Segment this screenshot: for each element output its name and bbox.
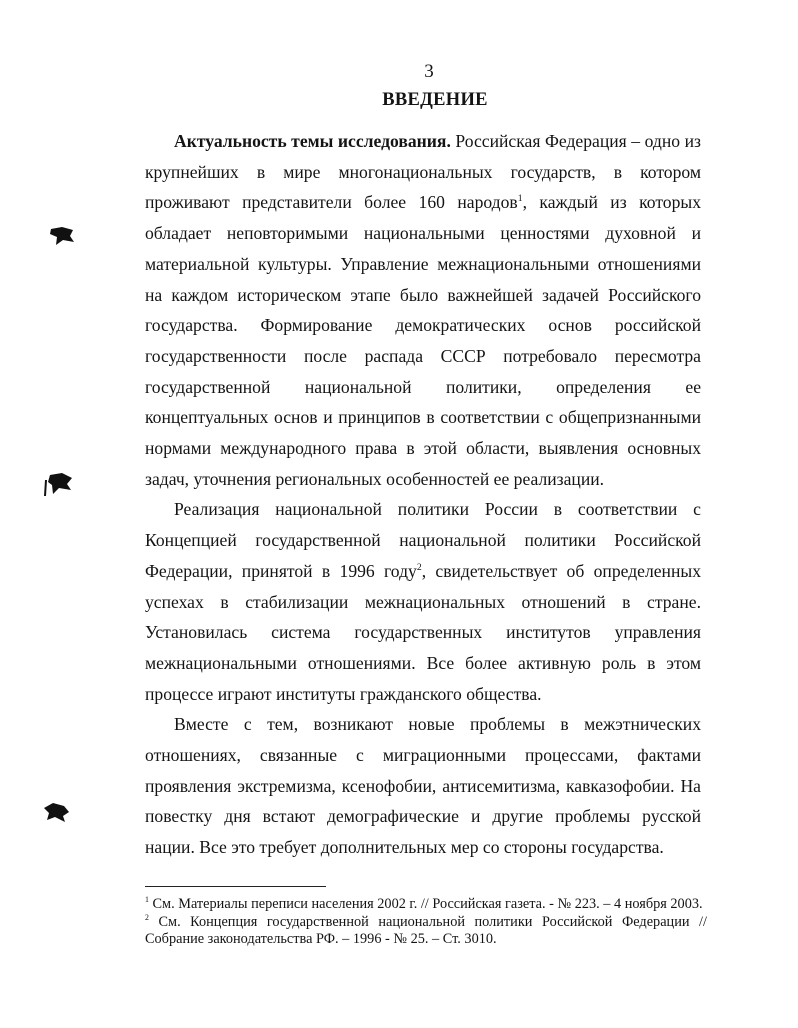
- paragraph-policy: [145, 494, 701, 709]
- footnote-ref: 1: [517, 193, 523, 205]
- main-text: [145, 126, 701, 863]
- footnote-divider: [145, 886, 326, 887]
- paragraph-relevance: [145, 126, 701, 494]
- scan-mark-icon: [40, 800, 72, 824]
- footnotes: [145, 896, 707, 949]
- footnote-text: См. Материалы переписи населения 2002 г. // Российская газета. - № 223. – 4 ноября 2003.: [148, 896, 703, 912]
- footnote-number: 2: [145, 912, 149, 922]
- scan-mark-icon: [48, 225, 76, 247]
- page-number: 3: [424, 61, 434, 82]
- paragraph-text: , свидетельствует об определенных успехах в стабилизации межнациональных отношений в стране. Установилась система государственных институтов управления межнациональными отношениями. Все более активную роль в этом процессе играют институты гражданского общества.: [145, 560, 701, 704]
- footnote-number: 1: [145, 895, 149, 905]
- footnote-ref: 2: [416, 561, 422, 573]
- footnote-text: См. Концепция государственной национальной политики Российской Федерации // Собрание законодательства РФ. – 1996 - № 25. – Ст. 3010.: [145, 913, 707, 947]
- paragraph-lead: Актуальность темы исследования.: [174, 131, 451, 151]
- footnote: [145, 896, 707, 914]
- paragraph-text: , каждый из которых обладает неповторимыми национальными ценностями духовной и материальной культуры. Управление межнациональными отношениями на каждом историческом этапе было важнейшей задачей Российского государства. Формирование демократических основ российской государственности после распада СССР потребовало пересмотра государственной национальной политики, определения ее концептуальных основ и принципов в соответствии с общепризнанными нормами международного права в этой области, выявления основных задач, уточнения региональных особенностей ее реализации.: [145, 192, 702, 489]
- paragraph-text: Реализация национальной политики России в соответствии с Концепцией государственной национальной политики Российской Федерации, принятой в 1996 году: [145, 499, 701, 581]
- scan-mark-icon: [40, 470, 74, 498]
- footnote: [145, 914, 707, 949]
- page-title: ВВЕДЕНИЕ: [382, 90, 488, 110]
- paragraph-problems: Вместе с тем, возникают новые проблемы в межэтнических отношениях, связанные с миграционными процессами, фактами проявления экстремизма, ксенофобии, антисемитизма, кавказофобии. На повестку дня встают демографические и другие проблемы русской нации. Все это требует дополнительных мер со стороны государства.: [145, 714, 701, 858]
- paragraph-text: Российская Федерация – одно из крупнейших в мире многонациональных государств, в котором проживают представители более 160 народов: [145, 131, 701, 213]
